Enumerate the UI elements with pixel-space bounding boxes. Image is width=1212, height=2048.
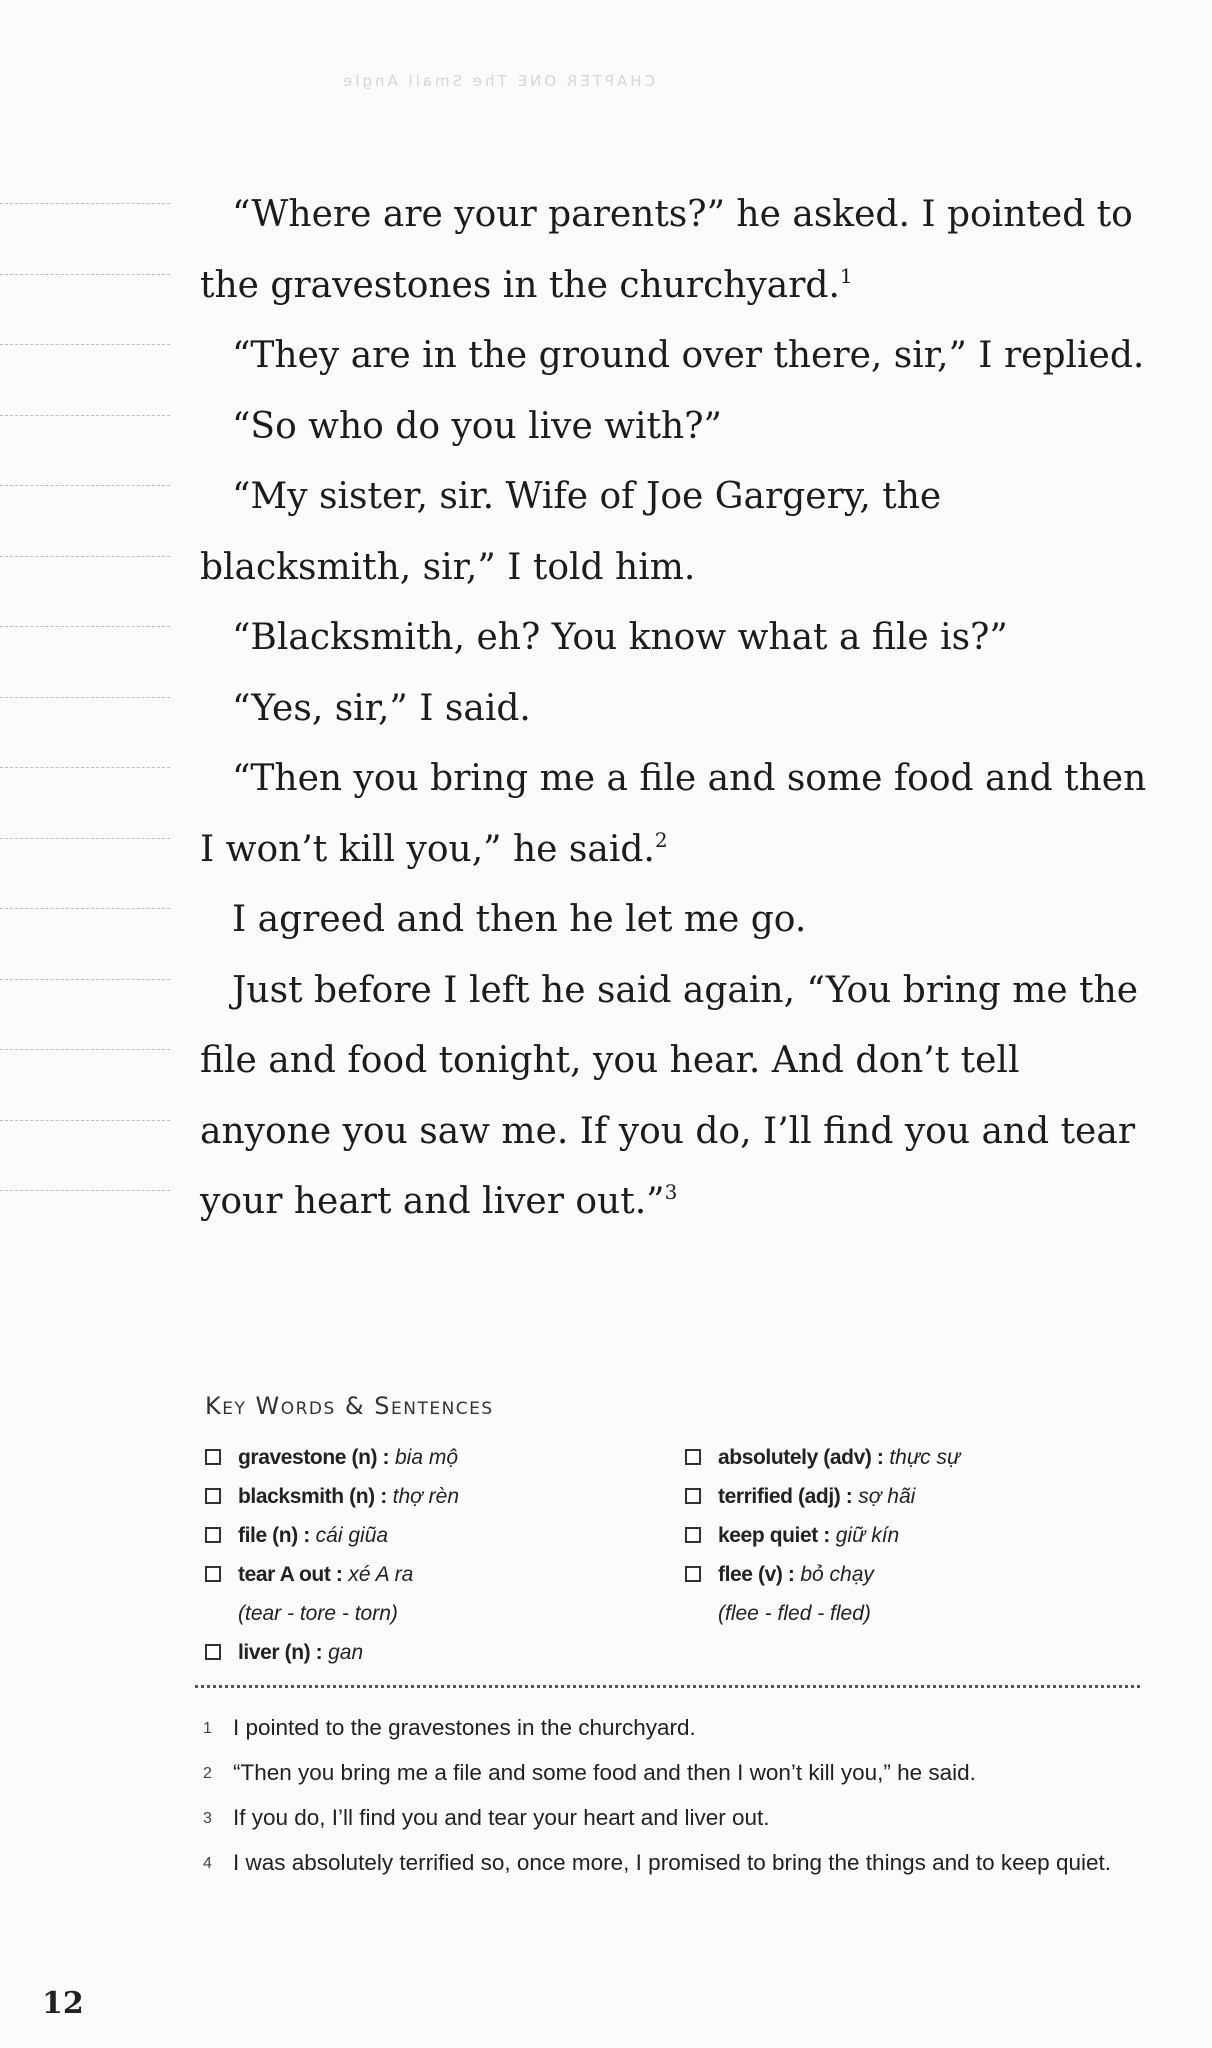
checkbox[interactable] <box>205 1566 221 1582</box>
key-sentence-number: 2 <box>203 1765 212 1782</box>
story-paragraph: I agreed and then he let me go. <box>232 899 807 940</box>
checkbox[interactable] <box>685 1449 701 1465</box>
footnote-mark: 1 <box>839 263 853 288</box>
checkbox[interactable] <box>685 1488 701 1504</box>
key-sentences <box>203 1713 1153 1893</box>
story-paragraph: Just before I left he said again, “You bring me the file and food tonight, you hear. And don’t tell anyone you saw me. If you do, I’ll find you and tear your heart and liver out.”$^3$ <box>200 969 1139 1222</box>
margin-line <box>0 979 170 980</box>
key-words-left-column <box>205 1438 665 1672</box>
key-word-forms: (tear - tore - torn) <box>238 1602 398 1625</box>
story-paragraph: “Then you bring me a file and some food and then I won’t kill you,” he said.$^2$ <box>200 758 1147 870</box>
key-word-item[interactable]: liver (n) : gan <box>205 1633 665 1672</box>
page-number: 12 <box>42 1986 84 2021</box>
margin-line <box>0 626 170 627</box>
checkbox[interactable] <box>205 1488 221 1504</box>
key-word-item[interactable]: file (n) : cái giũa <box>205 1516 665 1555</box>
story-paragraph: “Blacksmith, eh? You know what a file is?” <box>232 617 1008 658</box>
key-words-right-column <box>685 1438 1145 1633</box>
margin-line <box>0 1190 170 1191</box>
checkbox[interactable] <box>685 1527 701 1543</box>
key-sentence-number: 4 <box>203 1855 212 1872</box>
key-sentence: 1 I pointed to the gravestones in the churchyard. <box>203 1713 1153 1742</box>
checkbox[interactable] <box>205 1449 221 1465</box>
margin-line <box>0 485 170 486</box>
key-sentence: 2 “Then you bring me a file and some food and then I won’t kill you,” he said. <box>203 1758 1153 1787</box>
footnote-mark: 2 <box>654 827 668 852</box>
margin-line <box>0 1049 170 1050</box>
margin-line <box>0 344 170 345</box>
margin-line <box>0 838 170 839</box>
story-paragraph: “They are in the ground over there, sir,” I replied. <box>232 335 1145 376</box>
key-word-item[interactable]: tear A out : xé A ra <box>205 1555 665 1594</box>
key-word-item[interactable]: flee (v) : bỏ chạy <box>685 1555 1145 1594</box>
checkbox[interactable] <box>205 1527 221 1543</box>
dotted-divider <box>195 1685 1140 1688</box>
key-sentence-number: 1 <box>203 1720 212 1737</box>
key-word-item[interactable]: gravestone (n) : bia mộ <box>205 1438 665 1477</box>
margin-line <box>0 415 170 416</box>
key-word-item[interactable]: blacksmith (n) : thợ rèn <box>205 1477 665 1516</box>
story-text <box>200 180 1160 1238</box>
margin-line <box>0 556 170 557</box>
key-word-item[interactable]: keep quiet : giữ kín <box>685 1516 1145 1555</box>
checkbox[interactable] <box>685 1566 701 1582</box>
key-word-item[interactable]: terrified (adj) : sợ hãi <box>685 1477 1145 1516</box>
margin-line <box>0 767 170 768</box>
key-word-item[interactable]: absolutely (adv) : thực sự <box>685 1438 1145 1477</box>
story-paragraph: “My sister, sir. Wife of Joe Gargery, the blacksmith, sir,” I told him. <box>200 476 942 588</box>
story-paragraph: “Where are your parents?” he asked. I pointed to the gravestones in the churchyard.$^1$ <box>200 194 1133 306</box>
bleed-through-header: CHAPTER ONE The Small Angle <box>340 72 655 90</box>
key-sentence: 4 I was absolutely terrified so, once more, I promised to bring the things and to keep quiet. <box>203 1848 1153 1877</box>
checkbox[interactable] <box>205 1644 221 1660</box>
margin-line <box>0 1120 170 1121</box>
margin-line <box>0 908 170 909</box>
margin-line <box>0 697 170 698</box>
story-paragraph: “Yes, sir,” I said. <box>232 687 531 729</box>
key-words-heading: Key Words & Sentences <box>205 1392 494 1420</box>
margin-line <box>0 203 170 204</box>
margin-note-lines <box>0 0 175 1250</box>
story-paragraph: “So who do you live with?” <box>232 405 722 447</box>
margin-line <box>0 274 170 275</box>
key-sentence-number: 3 <box>203 1810 212 1827</box>
key-sentence: 3 If you do, I’ll find you and tear your heart and liver out. <box>203 1803 1153 1832</box>
key-word-forms: (flee - fled - fled) <box>718 1602 871 1625</box>
footnote-mark: 3 <box>664 1180 678 1204</box>
